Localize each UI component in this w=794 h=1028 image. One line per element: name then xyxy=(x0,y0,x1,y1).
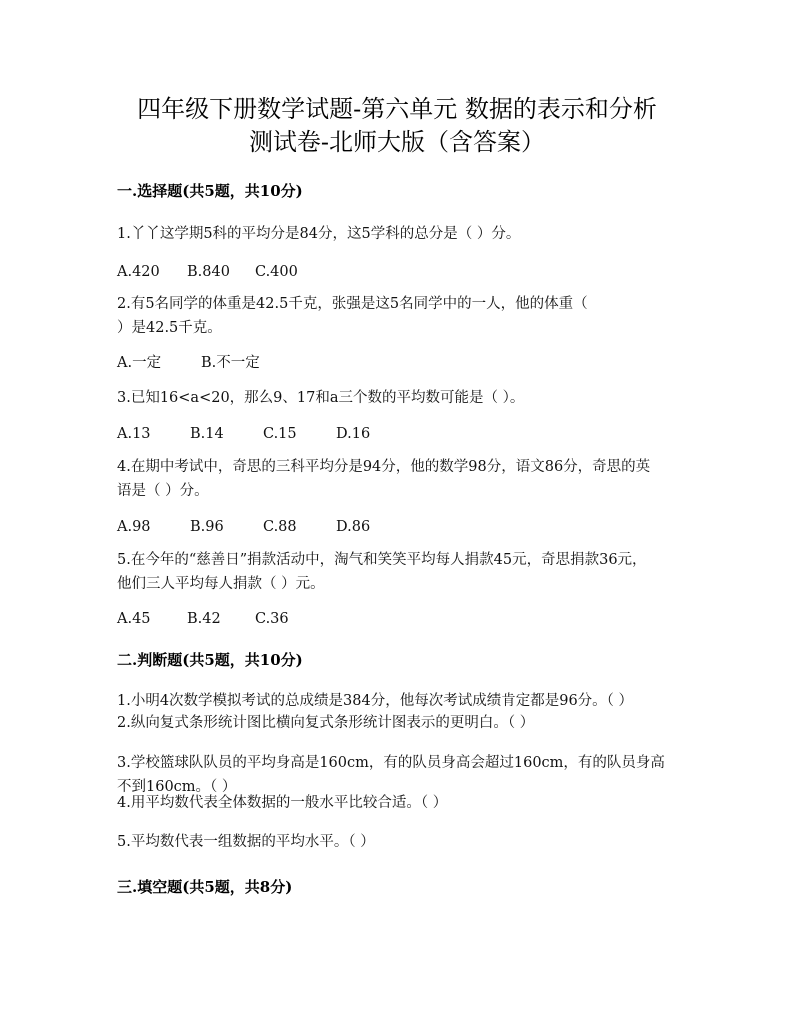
option: D.86 xyxy=(336,519,371,535)
section-heading-judge: 二.判断题(共5题，共10分) xyxy=(117,651,303,669)
option: A.45 xyxy=(117,611,151,627)
question-text: 4.用平均数代表全体数据的一般水平比较合适。（ ） xyxy=(117,795,448,811)
question-text: 3.已知16<a<20，那么9、17和a三个数的平均数可能是（ ）。 xyxy=(117,390,525,406)
question-text-cont: 他们三人平均每人捐款（ ）元。 xyxy=(117,576,325,592)
choice-options-4 xyxy=(117,517,370,537)
choice-options-2 xyxy=(117,353,260,373)
option: B.96 xyxy=(190,519,224,535)
option: A.一定 xyxy=(117,355,162,371)
section-heading-fill: 三.填空题(共5题，共8分) xyxy=(117,878,293,896)
judge-question-2 xyxy=(117,711,687,735)
question-text: 4.在期中考试中，奇思的三科平均分是94分，他的数学98分，语文86分，奇思的英 xyxy=(117,459,651,475)
question-text: 1.小明4次数学模拟考试的总成绩是384分，他每次考试成绩肯定都是96分。（ ） xyxy=(117,693,634,709)
question-text-cont: 不到160cm。（ ） xyxy=(117,779,237,795)
option: B.14 xyxy=(190,426,224,442)
judge-question-1 xyxy=(117,689,687,713)
question-text: 3.学校篮球队队员的平均身高是160cm，有的队员身高会超过160cm，有的队员身高 xyxy=(117,755,665,771)
choice-question-3 xyxy=(117,386,687,410)
question-text: 2.有5名同学的体重是42.5千克，张强是这5名同学中的一人，他的体重（ xyxy=(117,296,588,312)
question-text-cont: ）是42.5千克。 xyxy=(117,320,222,336)
option: B.840 xyxy=(187,264,230,280)
option: D.16 xyxy=(336,426,371,442)
option: C.400 xyxy=(255,264,298,280)
question-text: 1.丫丫这学期5科的平均分是84分，这5学科的总分是（ ）分。 xyxy=(117,226,521,242)
choice-options-1 xyxy=(117,262,298,282)
option: B.不一定 xyxy=(201,355,260,371)
option: A.98 xyxy=(117,519,151,535)
question-text: 5.平均数代表一组数据的平均水平。（ ） xyxy=(117,834,375,850)
document-title-line2: 测试卷-北师大版（含答案） xyxy=(248,128,546,156)
option: C.88 xyxy=(263,519,297,535)
section-heading-choice: 一.选择题(共5题，共10分) xyxy=(117,182,303,200)
option: A.420 xyxy=(117,264,160,280)
choice-question-2 xyxy=(117,292,687,340)
question-text-cont: 语是（ ）分。 xyxy=(117,483,209,499)
choice-options-5 xyxy=(117,609,289,629)
option: C.36 xyxy=(255,611,289,627)
option: B.42 xyxy=(187,611,221,627)
choice-question-4 xyxy=(117,455,687,503)
judge-question-4 xyxy=(117,791,687,815)
option: A.13 xyxy=(117,426,151,442)
option: C.15 xyxy=(263,426,297,442)
choice-options-3 xyxy=(117,424,370,444)
choice-question-1 xyxy=(117,222,687,246)
choice-question-5 xyxy=(117,548,687,596)
judge-question-5 xyxy=(117,830,687,854)
question-text: 5.在今年的“慈善日”捐款活动中，淘气和笑笑平均每人捐款45元，奇思捐款36元， xyxy=(117,552,647,568)
question-text: 2.纵向复式条形统计图比横向复式条形统计图表示的更明白。（ ） xyxy=(117,715,535,731)
document-title-line1: 四年级下册数学试题-第六单元 数据的表示和分析 xyxy=(137,95,657,123)
